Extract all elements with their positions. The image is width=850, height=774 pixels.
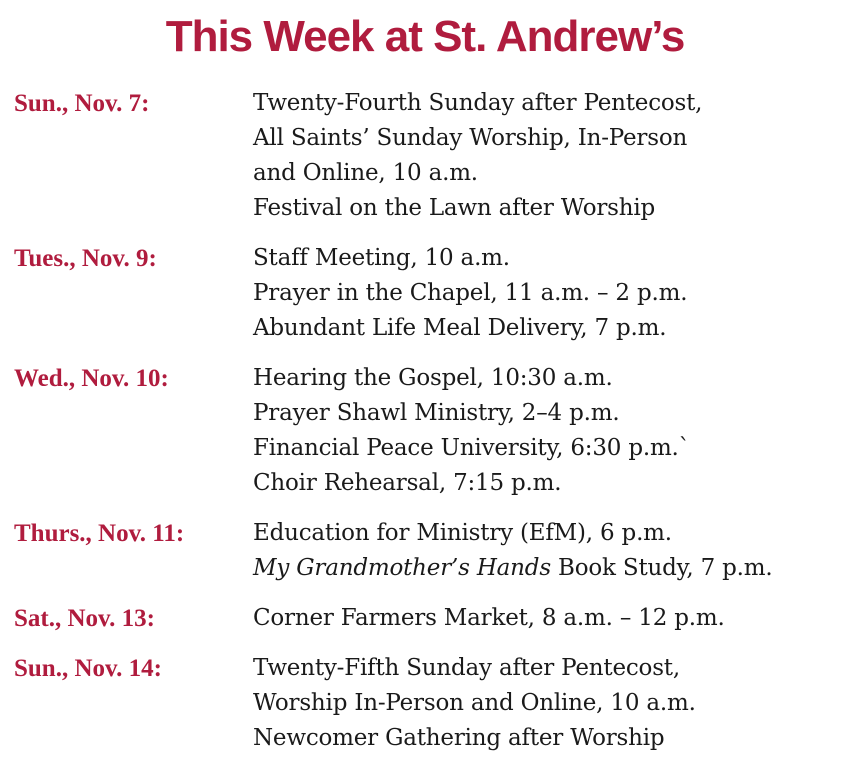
event-item [253,551,844,586]
day-label: Sun., Nov. 14: [14,655,162,682]
day-block-sun-nov-7 [14,86,844,226]
weekly-schedule [14,86,844,771]
day-label: Sun., Nov. 7: [14,90,150,117]
event-item: Corner Farmers Market, 8 a.m. – 12 p.m. [253,605,725,631]
day-label: Thurs., Nov. 11: [14,520,185,547]
event-item-text: Book Study, 7 p.m. [550,555,773,581]
event-item: Prayer Shawl Ministry, 2–4 p.m. [253,400,620,426]
event-item: and Online, 10 a.m. [253,160,478,186]
event-list [253,651,844,756]
event-list [253,241,844,346]
event-list [253,516,844,586]
event-item: All Saints’ Sunday Worship, In-Person [253,125,688,151]
page-title: This Week at St. Andrew’s [165,12,685,61]
event-item: Worship In-Person and Online, 10 a.m. [253,690,696,716]
day-block-wed-nov-10 [14,361,844,501]
event-list [253,361,844,501]
event-item: Prayer in the Chapel, 11 a.m. – 2 p.m. [253,280,688,306]
day-label: Wed., Nov. 10: [14,365,169,392]
event-item: Twenty-Fifth Sunday after Pentecost, [253,655,680,681]
event-item: Financial Peace University, 6:30 p.m.` [253,435,690,461]
day-block-thurs-nov-11 [14,516,844,586]
event-item: Hearing the Gospel, 10:30 a.m. [253,365,613,391]
event-item: Education for Ministry (EfM), 6 p.m. [253,520,672,546]
event-item: Staff Meeting, 10 a.m. [253,245,510,271]
day-block-tues-nov-9 [14,241,844,346]
event-item: Festival on the Lawn after Worship [253,195,656,221]
event-item: Twenty-Fourth Sunday after Pentecost, [253,90,703,116]
event-item: Abundant Life Meal Delivery, 7 p.m. [253,315,667,341]
event-list [253,601,844,636]
day-block-sun-nov-14 [14,651,844,756]
day-label: Tues., Nov. 9: [14,245,157,272]
event-list [253,86,844,226]
day-label: Sat., Nov. 13: [14,605,155,632]
event-item: Newcomer Gathering after Worship [253,725,665,751]
book-title: My Grandmother’s Hands [253,555,551,581]
event-item: Choir Rehearsal, 7:15 p.m. [253,470,562,496]
day-block-sat-nov-13 [14,601,844,636]
